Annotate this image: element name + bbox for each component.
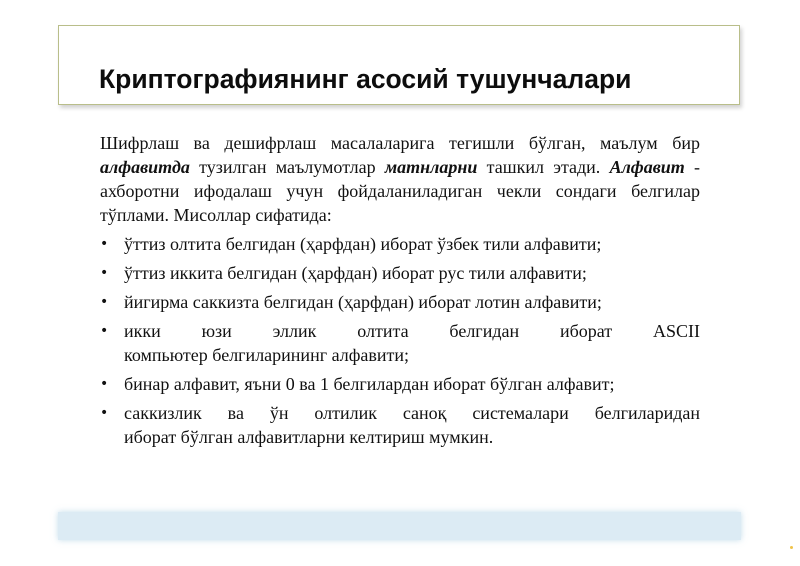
term-texts: матнларни	[384, 157, 478, 177]
bullet-icon: •	[100, 265, 109, 281]
intro-text-4: - ахборотни ифодалаш учун фойдаланиладиган чекли сондаги белгилар тўплами. Мисоллар сифатида:	[100, 157, 700, 225]
accent-dot	[790, 546, 793, 549]
list-item-text: ўттиз олтита белгидан (ҳарфдан) иборат ўзбек тили алфавити;	[124, 234, 602, 254]
list-item-text: йигирма саккизта белгидан (ҳарфдан) иборат лотин алфавити;	[124, 292, 602, 312]
intro-paragraph	[100, 131, 700, 227]
bullet-icon: •	[100, 405, 109, 421]
intro-text-1: Шифрлаш ва дешифрлаш масалаларига тегишли бўлган, маълум бир	[100, 133, 700, 153]
list-item	[100, 232, 700, 256]
bullet-icon: •	[100, 236, 109, 252]
list-item	[100, 261, 700, 285]
term-alphabet-in: алфавитда	[100, 157, 190, 177]
title-box	[58, 25, 740, 105]
list-item-text: икки юзи эллик олтита белгидан иборат ASCII	[124, 321, 700, 341]
bullet-icon: •	[100, 323, 109, 339]
list-item-text-continuation: иборат бўлган алфавитларни келтириш мумкин.	[124, 427, 494, 447]
slide-content	[100, 131, 700, 449]
bullet-icon: •	[100, 376, 109, 392]
list-item	[100, 372, 700, 396]
list-item	[100, 401, 700, 449]
list-item-text: ўттиз иккита белгидан (ҳарфдан) иборат рус тили алфавити;	[124, 263, 587, 283]
intro-text-3: ташкил этади.	[477, 157, 610, 177]
list-item	[100, 319, 700, 367]
list-item-text: бинар алфавит, яъни 0 ва 1 белгилардан иборат бўлган алфавит;	[124, 374, 615, 394]
intro-text-2: тузилган маълумотлар	[189, 157, 385, 177]
list-item-text-continuation: компьютер белгиларининг алфавити;	[124, 345, 409, 365]
examples-list	[100, 232, 700, 449]
bullet-icon: •	[100, 294, 109, 310]
term-alphabet: Алфавит	[609, 157, 685, 177]
list-item	[100, 290, 700, 314]
footer-bar	[58, 512, 741, 540]
list-item-text: саккизлик ва ўн олтилик саноқ системалари белгиларидан	[124, 403, 700, 423]
slide-title: Криптографиянинг асосий тушунчалари	[99, 64, 632, 94]
